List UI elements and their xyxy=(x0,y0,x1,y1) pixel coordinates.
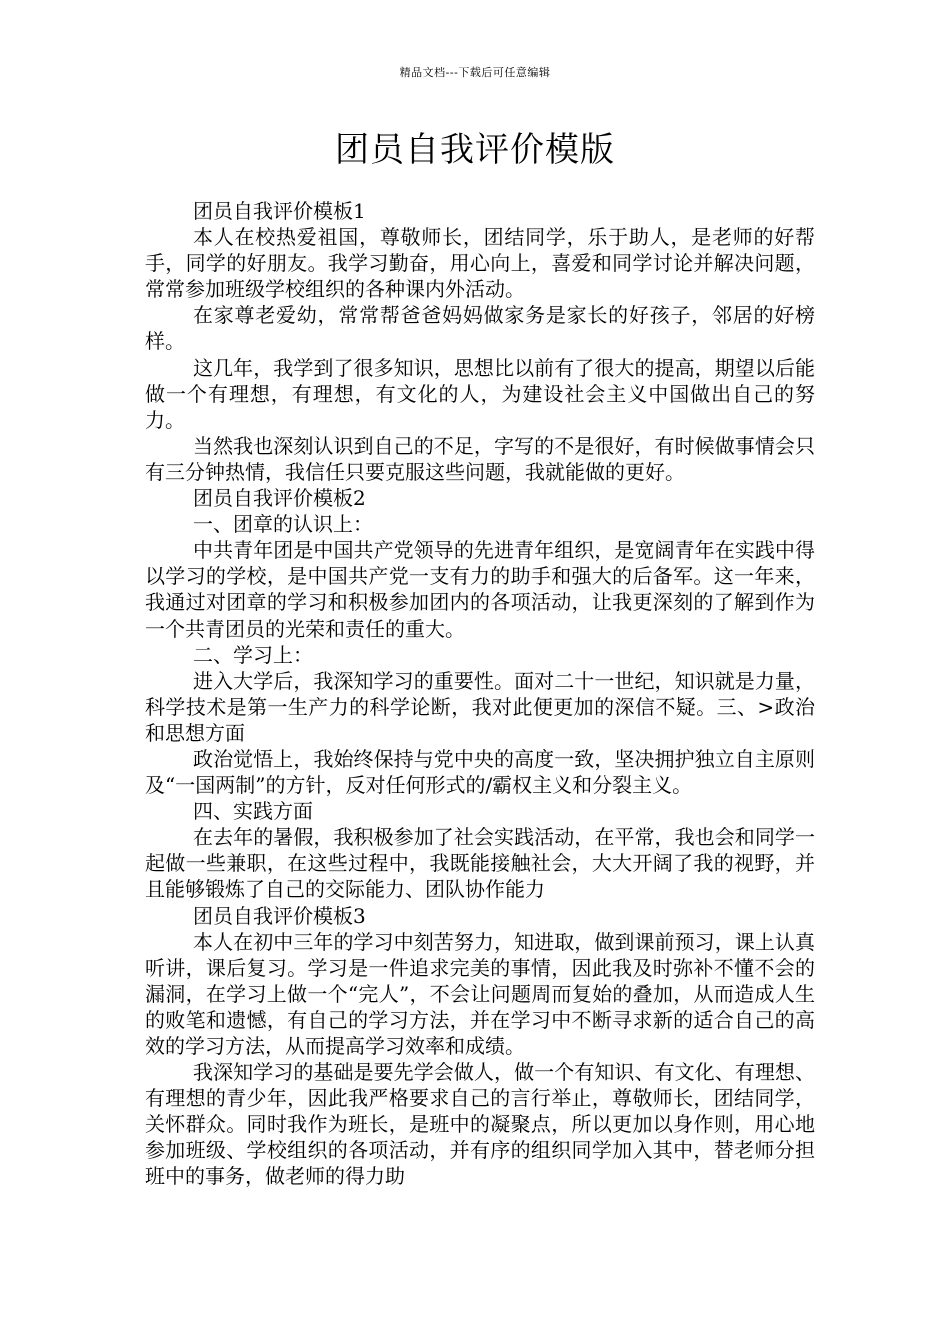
body-paragraph: 在家尊老爱幼，常常帮爸爸妈妈做家务是家长的好孩子，邻居的好榜样。 xyxy=(145,303,815,354)
body-paragraph: 中共青年团是中国共产党领导的先进青年组织，是宽阔青年在实践中得以学习的学校，是中国共产党一支有力的助手和强大的后备军。这一年来，我通过对团章的学习和积极参加团内的各项活动，让我更深刻的了解到作为一个共青团员的光荣和责任的重大。 xyxy=(145,538,815,641)
subheading: 四、实践方面 xyxy=(193,799,313,824)
body-paragraph: 在去年的暑假，我积极参加了社会实践活动，在平常，我也会和同学一起做一些兼职，在这些过程中，我既能接触社会，大大开阔了我的视野，并且能够锻炼了自己的交际能力、团队协作能力 xyxy=(145,825,815,902)
section-heading-template-3: 团员自我评价模板3 xyxy=(193,903,366,928)
body-paragraph: 本人在初中三年的学习中刻苦努力，知进取，做到课前预习，课上认真听讲，课后复习。学习是一件追求完美的事情，因此我及时弥补不懂不会的漏洞，在学习上做一个“完人”，不会让问题周而复始的叠加，从而造成人生的败笔和遗憾，有自己的学习方法，并在学习中不断寻求新的适合自己的高效的学习方法，从而提高学习效率和成绩。 xyxy=(145,929,815,1058)
body-paragraph: 这几年，我学到了很多知识，思想比以前有了很大的提高，期望以后能做一个有理想，有理想，有文化的人，为建设社会主义中国做出自己的努力。 xyxy=(145,355,815,432)
header-note: 精品文档---下载后可任意编辑 xyxy=(399,66,551,79)
section-heading-template-1: 团员自我评价模板1 xyxy=(193,199,366,223)
body-paragraph: 进入大学后，我深知学习的重要性。面对二十一世纪，知识就是力量，科学技术是第一生产力的科学论断，我对此便更加的深信不疑。三、>政治和思想方面 xyxy=(145,668,815,745)
subheading: 二、学习上： xyxy=(193,642,313,667)
section-heading-template-2: 团员自我评价模板2 xyxy=(193,486,366,511)
document-body xyxy=(145,198,815,1190)
subheading: 一、团章的认识上： xyxy=(193,512,373,537)
body-paragraph: 当然我也深刻认识到自己的不足，字写的不是很好，有时候做事情会只有三分钟热情，我信任只要克服这些问题，我就能做的更好。 xyxy=(145,433,815,484)
page-title: 团员自我评价模版 xyxy=(335,130,615,170)
body-paragraph: 我深知学习的基础是要先学会做人，做一个有知识、有文化、有理想、有理想的青少年，因此我严格要求自己的言行举止，尊敬师长，团结同学，关怀群众。同时我作为班长，是班中的凝聚点，所以更加以身作则，用心地参加班级、学校组织的各项活动，并有序的组织同学加入其中，替老师分担班中的事务，做老师的得力助 xyxy=(145,1060,815,1189)
body-paragraph: 本人在校热爱祖国，尊敬师长，团结同学，乐于助人，是老师的好帮手，同学的好朋友。我学习勤奋，用心向上，喜爱和同学讨论并解决问题，常常参加班级学校组织的各种课内外活动。 xyxy=(145,225,815,302)
body-paragraph: 政治觉悟上，我始终保持与党中央的高度一致，坚决拥护独立自主原则及“一国两制”的方针，反对任何形式的/霸权主义和分裂主义。 xyxy=(145,746,815,798)
